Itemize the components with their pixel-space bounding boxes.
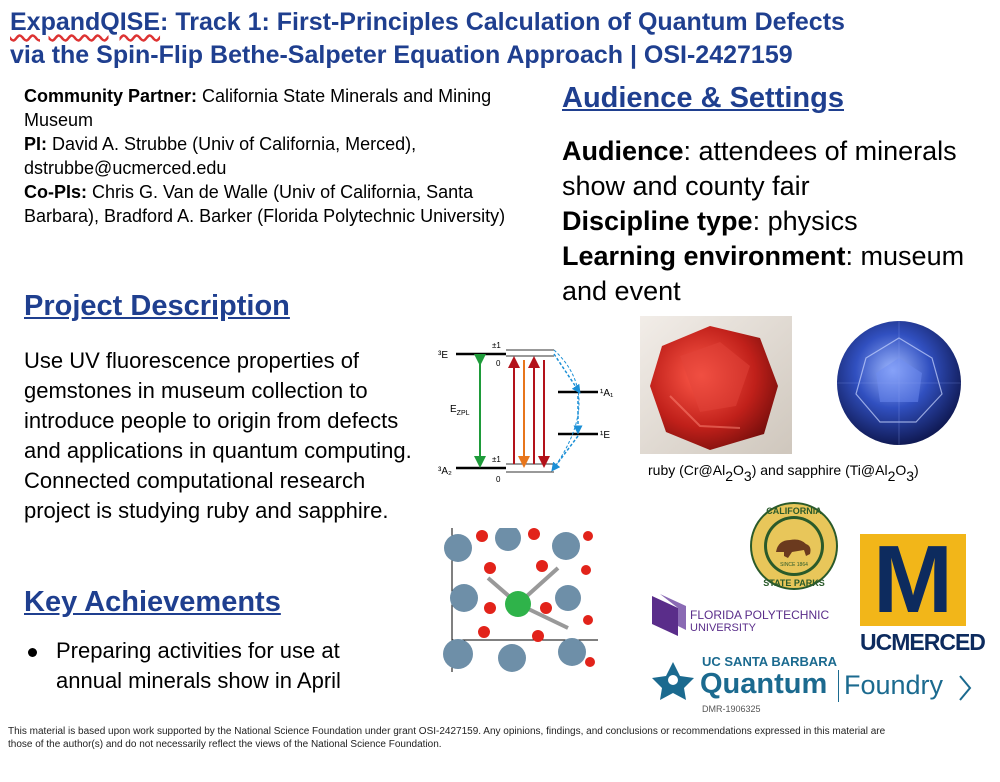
- chevron-right-icon: [958, 674, 972, 702]
- label-1E: ¹E: [600, 430, 610, 441]
- nsf-disclaimer: This material is based upon work supported by the National Science Foundation under grant OSI-2427159. Any opinions, findings, and conclusions or recommendations expressed in this material are those of the author(s) and do not necessarily reflect the views of the National Science Foundation.: [8, 726, 886, 750]
- bullet-icon: [28, 648, 37, 657]
- uc-merced-logo: [860, 526, 985, 656]
- partner-label: Community Partner:: [24, 86, 198, 106]
- key-achievements-heading: Key Achievements: [24, 586, 281, 618]
- quantum-text: Quantum: [700, 668, 828, 700]
- crystal-structure-image: [438, 528, 598, 672]
- ruby-photo: [640, 316, 792, 454]
- logo-divider: [838, 670, 839, 702]
- achievement-text: Preparing activities for use at annual minerals show in April: [56, 638, 341, 693]
- partner-value: California State Minerals and Mining Museum: [24, 86, 492, 130]
- label-ezpl: $E_{ZPL}$: [450, 404, 470, 417]
- pi-label: PI:: [24, 134, 48, 154]
- quantum-foundry-icon: [650, 660, 696, 700]
- dmr-text: DMR-1906325: [702, 704, 761, 714]
- project-personnel: [24, 84, 544, 228]
- label-3A2: ³A₂: [438, 466, 452, 477]
- csp-top-text: CALIFORNIA: [766, 506, 822, 516]
- california-state-parks-logo: [748, 500, 840, 592]
- csp-bottom-text: STATE PARKS: [763, 578, 825, 588]
- copi-value: Chris G. Van de Walle (Univ of California, Santa Barbara), Bradford A. Barker (Florida Polytechnic University): [24, 182, 506, 226]
- project-description-heading: Project Description: [24, 290, 290, 322]
- label-pm1-bot: ±1: [492, 455, 501, 464]
- audience-value: : attendees of minerals show and county fair: [562, 136, 957, 201]
- isc-arrow-1: [554, 354, 578, 390]
- sapphire-photo: [834, 318, 964, 448]
- label-3E: ³E: [438, 350, 448, 361]
- fpu-mark-icon: [652, 594, 686, 638]
- label-1A1: ¹A₁: [600, 388, 614, 399]
- florida-polytechnic-logo: [652, 594, 852, 638]
- foundry-text: Foundry: [844, 670, 944, 700]
- label-zero-top: 0: [496, 359, 501, 368]
- csp-since-text: SINCE 1864: [780, 562, 808, 568]
- ucsb-quantum-foundry-logo: [646, 654, 976, 716]
- audience-label: Audience: [562, 136, 684, 166]
- gem-caption: ruby $(Cr@Al_2O_3)$ and sapphire $(Ti@Al_2O_3)$: [648, 462, 919, 484]
- discipline-value: : physics: [752, 206, 858, 236]
- title-first-word: ExpandQISE: [10, 8, 161, 36]
- label-pm1-top: ±1: [492, 341, 501, 350]
- list-item: [24, 636, 404, 696]
- label-zero-bot: 0: [496, 475, 501, 484]
- energy-level-diagram: [436, 336, 632, 492]
- environment-value: : museum and event: [562, 241, 965, 306]
- environment-label: Learning environment: [562, 241, 846, 271]
- isc-arrow-4: [554, 350, 579, 468]
- page-title: [10, 6, 995, 72]
- audience-settings: [562, 134, 982, 309]
- title-line1: : Track 1: First-Principles Calculation of Quantum Defects: [160, 8, 845, 36]
- project-description-text: Use UV fluorescence properties of gemstones in museum collection to introduce people to origin from defects and applications in quantum computing. Connected computational research project is studying ruby and sapphire.: [24, 348, 412, 523]
- copi-label: Co-PIs:: [24, 182, 87, 202]
- ucsb-text: UC SANTA BARBARA: [702, 654, 838, 669]
- ucm-m-letter: M: [860, 534, 966, 626]
- achievements-list: [24, 636, 404, 696]
- pi-value: David A. Strubbe (Univ of California, Merced), dstrubbe@ucmerced.edu: [24, 134, 417, 178]
- discipline-label: Discipline type: [562, 206, 753, 236]
- ucm-text: UCMERCED: [860, 629, 985, 655]
- title-line2: via the Spin-Flip Bethe-Salpeter Equation Approach | OSI-2427159: [10, 41, 793, 69]
- audience-heading: Audience & Settings: [562, 82, 844, 114]
- fpu-line2: UNIVERSITY: [690, 622, 757, 634]
- fpu-line1: FLORIDA POLYTECHNIC: [690, 608, 830, 622]
